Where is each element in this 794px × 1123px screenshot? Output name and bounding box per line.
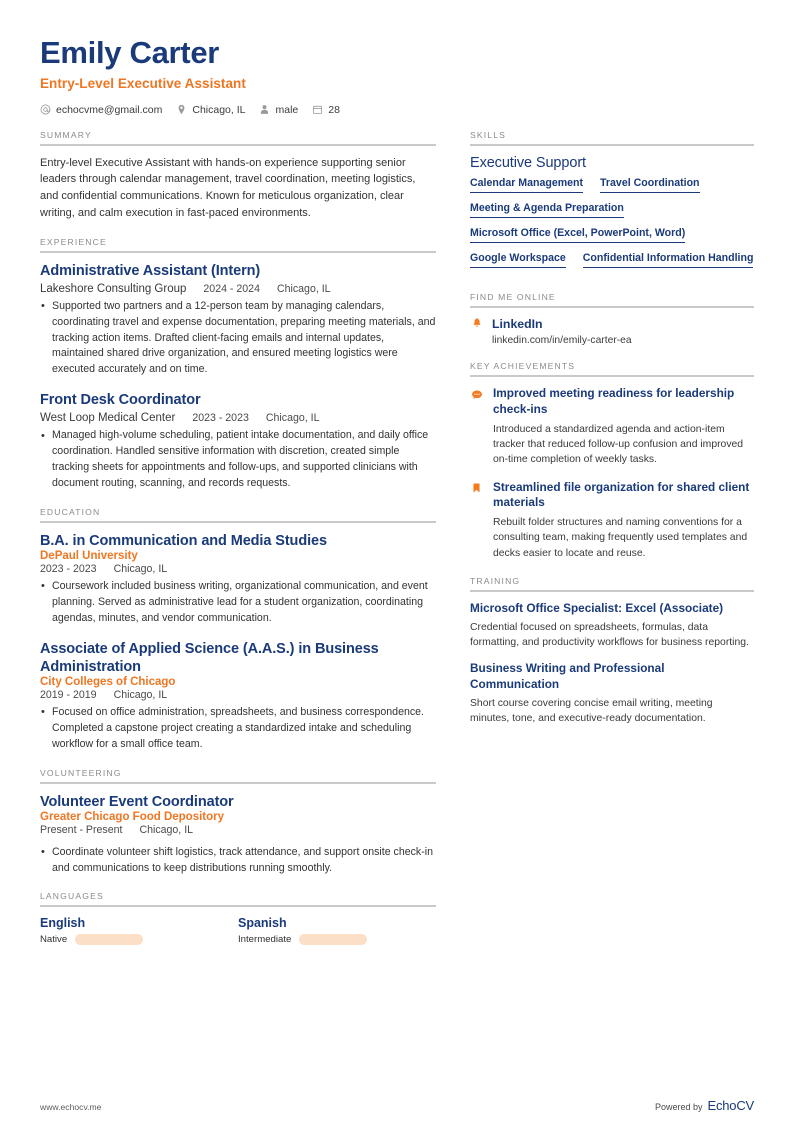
bookmark-icon [470,482,483,495]
experience-organization: West Loop Medical Center [40,412,176,425]
education-entry [40,532,436,627]
skill-tag-list [470,177,754,277]
experience-bullets [40,428,436,492]
experience-meta [40,283,436,295]
contact-row [40,104,754,116]
language-level-row [238,934,436,945]
section-label-experience: EXPERIENCE [40,236,107,247]
contact-gender [259,104,298,116]
skill-tag: Travel Coordination [600,177,699,193]
list-item: • Managed high-volume scheduling, patient intake documentation, and daily office coordination. Handled sensitive information with discretion, created simple tracking sheets for appointments and follow-ups, and supported clinicians with document routing, scanning, and records requests. [40,428,436,492]
experience-meta [40,412,436,424]
language-name: Spanish [238,916,287,931]
sidebar-column [470,130,754,742]
skill-tag: Calendar Management [470,177,583,193]
section-label-find-me-online: FIND ME ONLINE [470,291,556,302]
list-item: • Supported two partners and a 12-person team by managing calendars, coordinating travel and expense documentation, preparing meeting materials, and tracking action items. Drafted client-facing emails and internal updates, maintained shared drive organization, and ensured meeting logistics were executed accurately and on time. [40,299,436,378]
education-institution: City Colleges of Chicago [40,675,176,688]
location-pin-icon [176,104,187,115]
section-divider [40,251,436,253]
contact-gender-value: male [275,103,299,116]
education-entry [40,640,436,753]
section-divider [40,144,436,146]
candidate-name: Emily Carter [40,35,220,70]
contact-email [40,104,162,116]
online-profile-item[interactable] [470,317,754,347]
summary-text: Entry-level Executive Assistant with hands-on experience supporting senior leaders through calendar management, travel coordination, meeting logistics, and confidential communications. Known for meticulous organization, clear writing, and calm execution in fast-paced environments. [40,156,416,219]
section-divider [40,905,436,907]
list-item: • Coordinate volunteer shift logistics, track attendance, and support onsite check-in and communications to keep distributions running smoothly. [40,845,436,877]
section-divider [40,782,436,784]
footer-powered-by [655,1098,754,1113]
online-profile-url[interactable]: linkedin.com/in/emily-carter-ea [492,335,632,347]
language-item [238,916,436,945]
section-education [40,507,436,753]
training-description: Short course covering concise email writing, meeting minutes, tone, and executive-ready documentation. [470,697,713,724]
section-skills [470,130,754,277]
language-level: Native [40,934,68,946]
section-divider [470,590,754,592]
resume-columns [40,130,754,961]
education-degree: B.A. in Communication and Media Studies [40,532,327,549]
online-profile-label[interactable]: LinkedIn [492,316,543,331]
section-find-me-online [470,292,754,347]
education-location: Chicago, IL [113,688,168,701]
language-name: English [40,916,86,931]
skill-tag: Confidential Information Handling [583,252,754,268]
contact-email-value: echocvme@gmail.com [56,103,163,116]
achievement-body [493,386,754,467]
footer-powered-label: Powered by [654,1102,703,1112]
contact-location-value: Chicago, IL [192,103,246,116]
language-item [40,916,238,945]
skill-tag: Meeting & Agenda Preparation [470,202,624,218]
achievement-body [493,480,754,561]
section-divider [40,521,436,523]
candidate-job-title: Entry-Level Executive Assistant [40,75,246,91]
volunteering-organization: Greater Chicago Food Depository [40,810,225,823]
contact-location [176,104,245,116]
section-label-languages: LANGUAGES [40,891,104,902]
list-item: • Coursework included business writing, organizational communication, and event planning. Served as administrative lead for a student organization, coordinating agendas, minutes, and vendor communication. [40,579,436,627]
skill-group-title: Executive Support [470,154,586,171]
language-proficiency-bar [75,934,143,945]
section-training [470,576,754,726]
section-divider [470,306,754,308]
volunteering-dates: Present - Present [40,823,123,836]
calendar-icon [312,104,323,115]
achievement-description: Rebuilt folder structures and naming conventions for a consulting team, making frequently used templates and decks easier to locate and reuse. [493,516,748,559]
section-languages [40,891,436,945]
education-meta [40,689,436,701]
footer-brand-name: EchoCV [707,1098,754,1113]
section-experience [40,237,436,492]
person-icon [259,104,270,115]
experience-organization: Lakeshore Consulting Group [40,282,187,295]
experience-title: Administrative Assistant (Intern) [40,262,261,279]
education-institution: DePaul University [40,549,138,562]
achievement-title: Improved meeting readiness for leadership check-ins [493,386,735,417]
volunteering-bullets [40,845,436,877]
education-dates: 2019 - 2019 [40,688,97,701]
experience-title: Front Desk Coordinator [40,392,201,409]
section-divider [470,375,754,377]
achievement-item [470,386,754,467]
experience-location: Chicago, IL [265,412,320,425]
section-label-summary: SUMMARY [40,129,92,140]
page-footer [40,1098,754,1113]
training-title: Microsoft Office Specialist: Excel (Associate) [470,601,724,616]
achievement-title: Streamlined file organization for shared client materials [493,479,750,510]
language-proficiency-bar [299,934,367,945]
speech-bubble-icon [470,388,483,401]
education-degree: Associate of Applied Science (A.A.S.) in Business Administration [40,640,379,675]
training-title: Business Writing and Professional Communication [470,661,665,691]
section-label-key-achievements: KEY ACHIEVEMENTS [470,361,576,372]
volunteering-role: Volunteer Event Coordinator [40,793,234,810]
linkedin-icon [470,318,483,331]
section-label-training: TRAINING [470,576,521,587]
contact-age-value: 28 [328,103,340,116]
contact-age [312,104,340,116]
section-key-achievements [470,361,754,561]
main-column [40,130,436,961]
section-volunteering [40,768,436,877]
experience-bullets [40,299,436,378]
volunteering-entry [40,793,436,877]
languages-grid [40,916,436,945]
section-label-volunteering: VOLUNTEERING [40,767,122,778]
education-location: Chicago, IL [113,562,168,575]
experience-entry [40,391,436,492]
language-level: Intermediate [238,934,292,946]
online-profile-body [492,317,632,347]
email-icon [40,104,51,115]
volunteering-location: Chicago, IL [139,823,194,836]
language-level-row [40,934,238,945]
education-bullets [40,705,436,753]
section-label-education: EDUCATION [40,506,101,517]
education-meta [40,563,436,575]
section-label-skills: SKILLS [470,129,507,140]
training-description: Credential focused on spreadsheets, formulas, data formatting, and productivity workflows for business reporting. [470,621,749,649]
footer-site-url[interactable]: www.echocv.me [40,1102,102,1112]
experience-entry [40,262,436,379]
list-item: • Focused on office administration, spreadsheets, and business correspondence. Completed a capstone project creating a standardized intake and scheduling workflow for a small office team. [40,705,436,753]
experience-location: Chicago, IL [276,282,331,295]
experience-dates: 2023 - 2023 [192,412,249,425]
resume-header [40,36,754,116]
section-divider [470,144,754,146]
training-item [470,601,754,650]
achievement-item [470,480,754,561]
skill-tag: Google Workspace [470,252,566,268]
achievement-description: Introduced a standardized agenda and action-item tracker that reduced follow-up confusion and improved on-time completion of weekly tasks. [493,423,744,466]
section-summary [40,130,436,222]
skill-tag: Microsoft Office (Excel, PowerPoint, Word) [470,227,685,243]
volunteering-meta [40,824,436,836]
education-dates: 2023 - 2023 [40,562,97,575]
training-item [470,661,754,726]
education-bullets [40,579,436,627]
experience-dates: 2024 - 2024 [203,282,260,295]
